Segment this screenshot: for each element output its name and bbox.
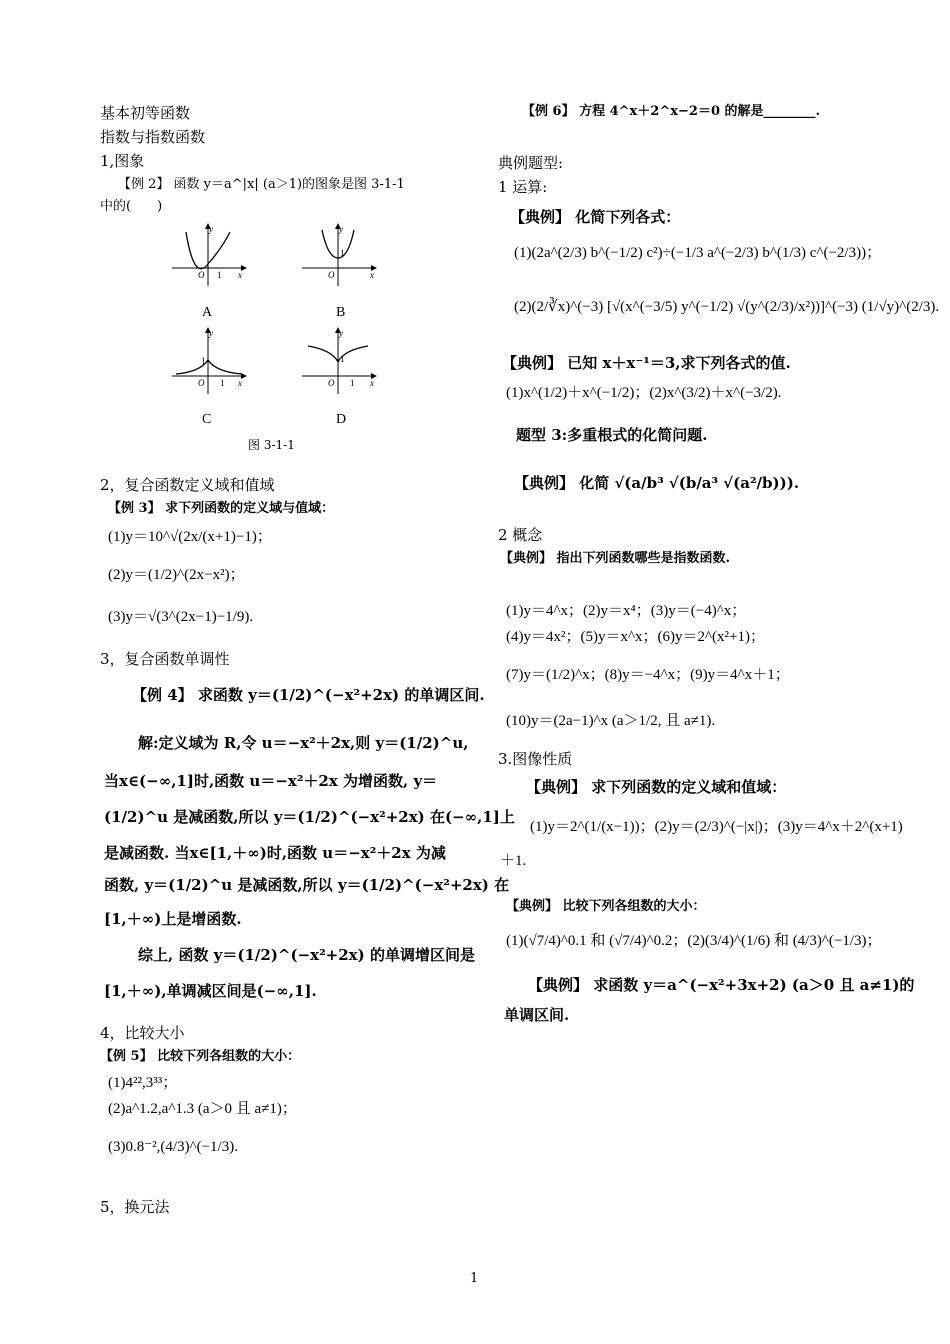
- example-2-line1: 【例 2】 函数 y＝a^|x| (a＞1)的图象是图 3-1-1: [118, 177, 405, 192]
- heading-graph-properties: 3.图像性质: [498, 750, 573, 768]
- svg-text:O: O: [328, 378, 335, 388]
- heading-monotonicity: 3，复合函数单调性: [100, 650, 230, 668]
- svg-text:y: y: [339, 224, 343, 234]
- svg-text:x: x: [370, 270, 374, 280]
- solution-line7: 综上, 函数 y＝(1/2)^(−x²+2x) 的单调增区间是: [138, 946, 475, 964]
- graph-d: [302, 328, 376, 394]
- svg-text:1: 1: [350, 378, 355, 388]
- example-5-item1: (1)4²²,3³³；: [108, 1075, 178, 1091]
- typical-2-item1: (1)x^(1/2)＋x^(−1/2)；(2)x^(3/2)＋x^(−3/2).: [506, 385, 782, 401]
- typical-6-head: 【典例】 比较下列各组数的大小：: [506, 899, 706, 914]
- svg-text:O: O: [328, 270, 335, 280]
- solution-line1: 解:定义域为 R,令 u＝−x²＋2x,则 y＝(1/2)^u,: [138, 734, 469, 752]
- graph-a: [172, 224, 246, 286]
- solution-line3: (1/2)^u 是减函数,所以 y＝(1/2)^(−x²+2x) 在(−∞,1]上: [104, 808, 515, 826]
- heading-substitution: 5，换元法: [100, 1198, 170, 1216]
- svg-text:1: 1: [340, 248, 345, 258]
- graph-label-c: C: [202, 412, 212, 427]
- typical-4-item2: (4)y＝4x²；(5)y＝x^x；(6)y＝2^(x²+1)；: [506, 629, 765, 645]
- svg-text:1: 1: [220, 378, 225, 388]
- svg-text:x: x: [238, 378, 242, 388]
- typical-examples: 典例题型:: [498, 154, 564, 172]
- svg-text:x: x: [370, 378, 374, 388]
- example-6: 【例 6】 方程 4^x＋2^x−2＝0 的解是________.: [522, 104, 821, 119]
- typical-4-item1: (1)y＝4^x；(2)y＝x⁴；(3)y＝(−4)^x；: [506, 603, 747, 619]
- svg-text:x: x: [238, 270, 242, 280]
- typical-6-item1: (1)(√7/4)^0.1 和 (√7/4)^0.2；(2)(3/4)^(1/6) 和 (4/3)^(−1/3)；: [506, 933, 882, 949]
- section-title: 指数与指数函数: [100, 128, 206, 146]
- typical-4-item4: (10)y＝(2a−1)^x (a＞1/2, 且 a≠1).: [506, 713, 716, 729]
- example-5-item2: (2)a^1.2,a^1.3 (a＞0 且 a≠1)；: [108, 1101, 297, 1117]
- figure-3-1-1: [168, 218, 378, 428]
- heading-domain-range: 2，复合函数定义域和值域: [100, 476, 275, 494]
- svg-text:y: y: [339, 328, 343, 338]
- typical-4-head: 【典例】 指出下列函数哪些是指数函数.: [500, 551, 731, 566]
- heading-graph: 1,图象: [100, 152, 145, 170]
- solution-line2: 当x∈(−∞,1]时,函数 u＝−x²＋2x 为增函数, y＝: [104, 772, 438, 790]
- solution-line6: [1,＋∞)上是增函数.: [104, 910, 242, 928]
- graph-b: [302, 224, 376, 286]
- svg-text:1: 1: [217, 270, 222, 280]
- svg-text:O: O: [198, 270, 205, 280]
- typical-5-head: 【典例】 求下列函数的定义域和值域：: [526, 778, 787, 796]
- solution-line5: 函数, y＝(1/2)^u 是减函数,所以 y＝(1/2)^(−x²+2x) 在: [104, 876, 510, 894]
- example-3-head: 【例 3】 求下列函数的定义域与值域：: [108, 501, 335, 516]
- typical-7-line2: 单调区间.: [504, 1006, 570, 1024]
- solution-line4: 是减函数. 当x∈[1,＋∞)时,函数 u＝−x²＋2x 为减: [104, 844, 446, 862]
- example-2-line2: 中的( ): [100, 199, 163, 214]
- svg-text:O: O: [198, 378, 205, 388]
- type-3-heading: 题型 3:多重根式的化简问题.: [516, 426, 708, 444]
- typical-2-head: 【典例】 已知 x＋x⁻¹＝3,求下列各式的值.: [502, 354, 791, 372]
- typical-4-item3: (7)y＝(1/2)^x；(8)y＝−4^x；(9)y＝4^x＋1；: [506, 667, 790, 683]
- graph-c: [172, 328, 246, 394]
- solution-line8: [1,＋∞),单调减区间是(−∞,1].: [104, 982, 317, 1000]
- example-5-head: 【例 5】 比较下列各组数的大小：: [100, 1049, 301, 1064]
- heading-operation: 1 运算:: [498, 178, 548, 196]
- typical-3: 【典例】 化简 √(a/b³ √(b/a³ √(a²/b))).: [514, 474, 800, 492]
- typical-7-line1: 【典例】 求函数 y＝a^(−x²+3x+2) (a＞0 且 a≠1)的: [528, 976, 915, 994]
- example-4-head: 【例 4】 求函数 y＝(1/2)^(−x²+2x) 的单调区间.: [132, 686, 485, 704]
- typical-5-item1: (1)y＝2^(1/(x−1))；(2)y＝(2/3)^(−|x|)；(3)y＝4^x＋2^(x+1): [530, 819, 903, 835]
- page-number: 1: [470, 1271, 479, 1286]
- heading-concept: 2 概念: [498, 526, 543, 544]
- heading-compare: 4，比较大小: [100, 1024, 185, 1042]
- example-3-item3: (3)y＝√(3^(2x−1)−1/9).: [108, 609, 254, 625]
- svg-text:y: y: [209, 328, 213, 338]
- example-5-item3: (3)0.8⁻²,(4/3)^(−1/3).: [108, 1139, 238, 1155]
- graph-label-d: D: [336, 412, 347, 427]
- doc-title: 基本初等函数: [100, 104, 191, 122]
- svg-text:1: 1: [340, 354, 345, 364]
- graph-label-b: B: [336, 305, 346, 320]
- svg-text:1: 1: [201, 356, 206, 366]
- svg-text:y: y: [209, 224, 213, 234]
- example-3-item1: (1)y＝10^√(2x/(x+1)−1)；: [108, 529, 272, 545]
- typical-1-item1: (1)(2a^(2/3) b^(−1/2) c²)÷(−1/3 a^(−2/3) b^(1/3) c^(−2/3))；: [514, 245, 882, 261]
- typical-1-head: 【典例】 化简下列各式：: [510, 208, 681, 226]
- example-3-item2: (2)y＝(1/2)^(2x−x²)；: [108, 567, 245, 583]
- graph-label-a: A: [202, 305, 213, 320]
- figure-caption: 图 3-1-1: [248, 438, 295, 452]
- typical-5-item2: ＋1.: [500, 853, 527, 869]
- typical-1-item2: (2)(2/∛x)^(−3) [√(x^(−3/5) y^(−1/2) √(y^(2/3)/x²))]^(−3) (1/√y)^(2/3).: [514, 299, 940, 315]
